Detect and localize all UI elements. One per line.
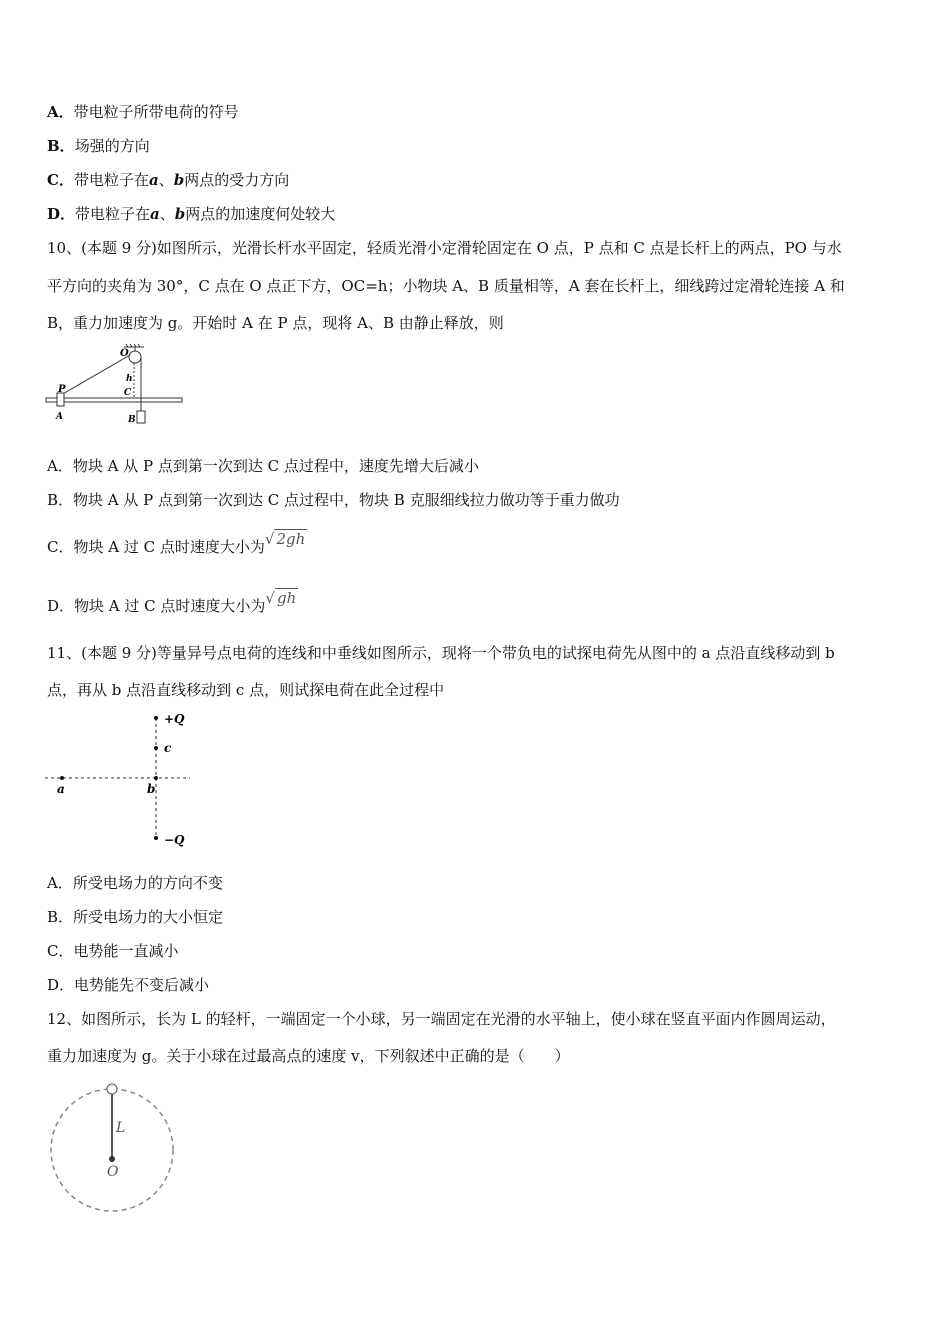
q10-stem-line1: 10、(本题 9 分)如图所示，光滑长杆水平固定，轻质光滑小定滑轮固定在 O 点，P 点和 C 点是长杆上的两点，PO 与水 — [47, 239, 842, 257]
q10-option-b: B．物块 A 从 P 点到第一次到达 C 点过程中，物块 B 克服细线拉力做功等于重力做功 — [47, 491, 620, 509]
label-C: C — [124, 388, 132, 398]
q9-option-b: B．场强的方向 — [47, 137, 150, 155]
point-b — [154, 776, 158, 780]
label-minusQ: −Q — [164, 833, 185, 847]
q11-option-d: D．电势能先不变后减小 — [47, 976, 210, 994]
label-b: b — [147, 782, 156, 796]
q10-option-c: C．物块 A 过 C 点时速度大小为√ 2gh — [47, 530, 306, 556]
sqrt-2gh: √ 2gh — [264, 530, 306, 548]
q11-charges-figure — [40, 708, 200, 850]
q10-pulley-figure — [44, 342, 186, 426]
label-O: O — [120, 348, 129, 359]
q9-option-d: D．带电粒子在a、b两点的加速度何处较大 — [47, 205, 336, 223]
q11-stem-line1: 11、(本题 9 分)等量异号点电荷的连线和中垂线如图所示，现将一个带负电的试探电荷先从图中的 a 点沿直线移动到 b — [47, 644, 835, 662]
q12-rod-figure — [46, 1078, 178, 1218]
q10-option-d: D．物块 A 过 C 点时速度大小为√ gh — [47, 589, 297, 615]
q10-stem-line3: B，重力加速度为 g。开始时 A 在 P 点，现将 A、B 由静止释放，则 — [47, 314, 504, 332]
q12-stem-line2: 重力加速度为 g。关于小球在过最高点的速度 v，下列叙述中正确的是（ ） — [47, 1047, 570, 1065]
label-plusQ: +Q — [164, 712, 185, 726]
positive-charge — [154, 716, 158, 720]
axis-O — [109, 1156, 115, 1162]
label-a: a — [57, 782, 65, 796]
q9-option-a: A．带电粒子所带电荷的符号 — [47, 103, 239, 121]
q11-option-a: A．所受电场力的方向不变 — [47, 874, 223, 892]
q12-stem-line1: 12、如图所示，长为 L 的轻杆，一端固定一个小球，另一端固定在光滑的水平轴上，使小球在竖直平面内作圆周运动， — [47, 1010, 836, 1028]
label-O: O — [107, 1164, 119, 1180]
q11-option-b: B．所受电场力的大小恒定 — [47, 908, 224, 926]
q10-stem-line2: 平方向的夹角为 30°，C 点在 O 点正下方，OC=h；小物块 A、B 质量相等，A 套在长杆上，细线跨过定滑轮连接 A 和 — [47, 277, 845, 295]
negative-charge — [154, 836, 158, 840]
label-L: L — [116, 1120, 126, 1136]
q11-stem-line2: 点，再从 b 点沿直线移动到 c 点，则试探电荷在此全过程中 — [47, 681, 445, 699]
label-c: c — [164, 741, 172, 755]
point-c — [154, 746, 158, 750]
q9-option-c: C．带电粒子在a、b两点的受力方向 — [47, 171, 290, 189]
label-A: A — [56, 412, 63, 422]
label-B: B — [128, 415, 136, 425]
rod — [46, 398, 182, 402]
q11-option-c: C．电势能一直减小 — [47, 942, 179, 960]
pulley — [129, 351, 141, 363]
block-B — [137, 411, 145, 423]
label-P: P — [58, 384, 66, 395]
label-h: h — [126, 374, 133, 384]
point-a — [60, 776, 64, 780]
sqrt-gh: √ gh — [265, 589, 297, 607]
ball — [107, 1084, 117, 1094]
q10-option-a: A．物块 A 从 P 点到第一次到达 C 点过程中，速度先增大后减小 — [47, 457, 479, 475]
string-PO — [61, 355, 130, 395]
